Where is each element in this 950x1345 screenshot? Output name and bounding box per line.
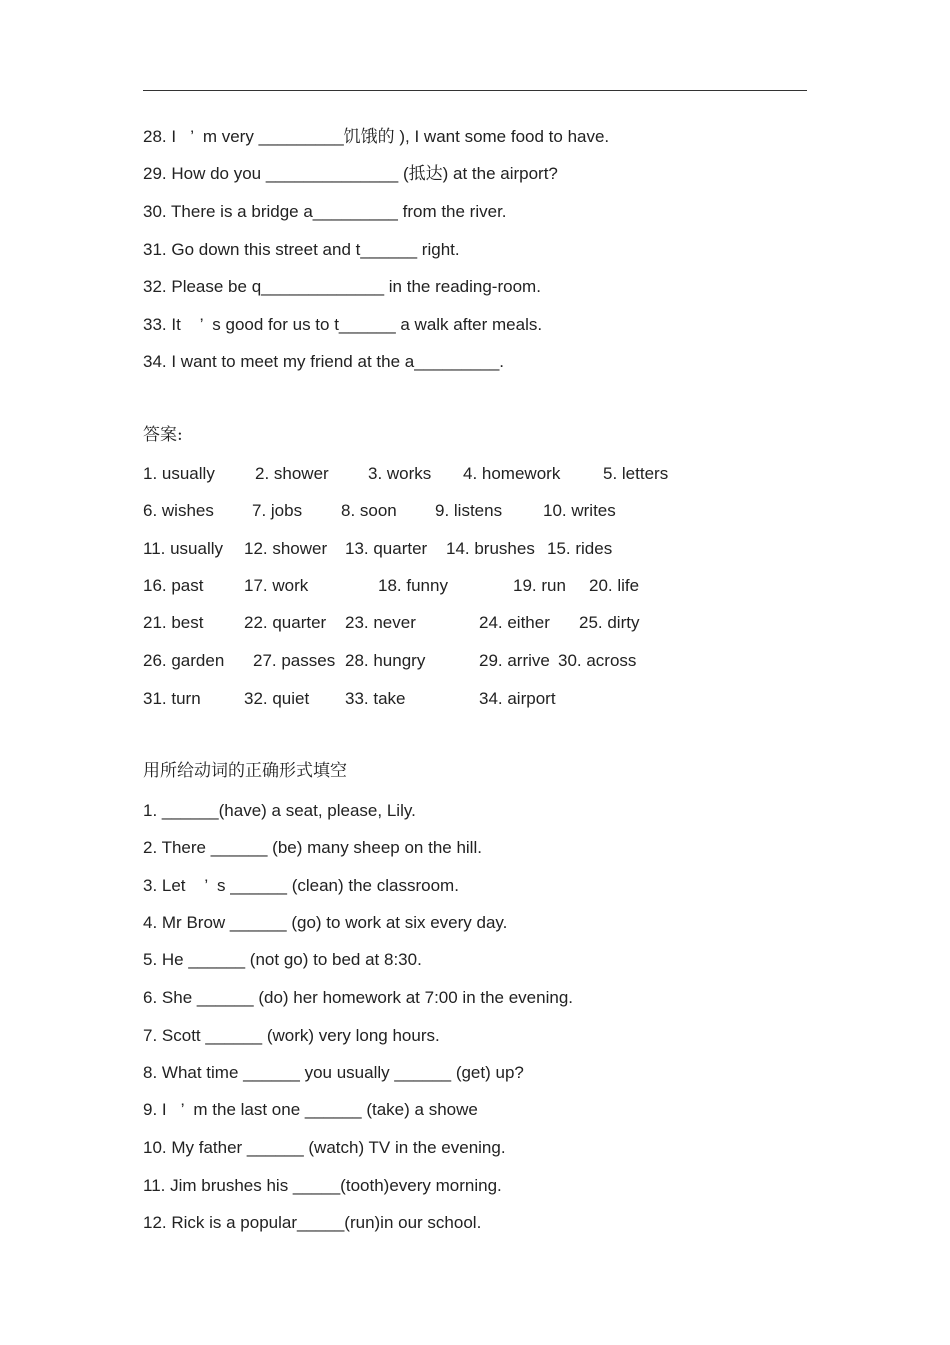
- answer-item: 24. either: [479, 613, 550, 632]
- answer-item: 23. never: [345, 613, 416, 632]
- answer-item: 12. shower: [244, 539, 328, 558]
- answer-item: 28. hungry: [345, 651, 426, 670]
- answer-item: 30. across: [558, 651, 637, 670]
- answer-row: [143, 650, 803, 672]
- answer-item: 21. best: [143, 613, 204, 632]
- verb-exercise-4: 4. Mr Brow ______ (go) to work at six every day.: [143, 913, 508, 932]
- answer-item: 3. works: [368, 464, 432, 483]
- answer-item: 33. take: [345, 689, 406, 708]
- answer-item: 32. quiet: [244, 689, 310, 708]
- answer-item: 26. garden: [143, 651, 225, 670]
- answer-item: 34. airport: [479, 689, 556, 708]
- answer-item: 9. listens: [435, 501, 503, 520]
- answer-item: 25. dirty: [579, 613, 640, 632]
- answer-item: 7. jobs: [252, 501, 303, 520]
- answer-item: 8. soon: [341, 501, 397, 520]
- verb-exercise-8: 8. What time ______ you usually ______ (get) up?: [143, 1063, 524, 1082]
- answer-row: [143, 688, 803, 710]
- question-34: 34. I want to meet my friend at the a_________.: [143, 352, 505, 371]
- question-28: 28. I ’ m very _________饥饿的 ), I want some food to have.: [143, 127, 610, 146]
- answer-item: 17. work: [244, 576, 309, 595]
- answer-item: 5. letters: [603, 464, 669, 483]
- verb-exercise-1: 1. ______(have) a seat, please, Lily.: [143, 801, 416, 820]
- question-33: 33. It ’ s good for us to t______ a walk after meals.: [143, 315, 543, 334]
- verb-exercise-11: 11. Jim brushes his _____(tooth)every morning.: [143, 1176, 502, 1195]
- verb-exercise-7: 7. Scott ______ (work) very long hours.: [143, 1026, 440, 1045]
- answer-item: 14. brushes: [446, 539, 535, 558]
- answer-row: [143, 538, 803, 560]
- answer-row: [143, 612, 803, 634]
- answer-row: [143, 463, 803, 485]
- answer-item: 1. usually: [143, 464, 215, 483]
- question-32: 32. Please be q_____________ in the reading-room.: [143, 277, 541, 296]
- answer-item: 29. arrive: [479, 651, 550, 670]
- question-29: 29. How do you ______________ (抵达) at the airport?: [143, 164, 558, 183]
- answer-item: 6. wishes: [143, 501, 214, 520]
- answer-item: 31. turn: [143, 689, 201, 708]
- answer-item: 15. rides: [547, 539, 613, 558]
- answer-row: [143, 575, 803, 597]
- answer-item: 10. writes: [543, 501, 616, 520]
- answer-item: 16. past: [143, 576, 204, 595]
- answer-item: 2. shower: [255, 464, 329, 483]
- verb-exercise-9: 9. I ’ m the last one ______ (take) a showe: [143, 1100, 478, 1119]
- answer-item: 20. life: [589, 576, 640, 595]
- verb-exercise-10: 10. My father ______ (watch) TV in the evening.: [143, 1138, 506, 1157]
- verb-exercise-2: 2. There ______ (be) many sheep on the hill.: [143, 838, 482, 857]
- answer-item: 4. homework: [463, 464, 561, 483]
- header-rule: [143, 90, 807, 91]
- answer-row: [143, 500, 803, 522]
- answer-item: 13. quarter: [345, 539, 428, 558]
- verb-exercise-6: 6. She ______ (do) her homework at 7:00 in the evening.: [143, 988, 574, 1007]
- question-31: 31. Go down this street and t______ right.: [143, 240, 460, 259]
- verb-exercise-5: 5. He ______ (not go) to bed at 8:30.: [143, 950, 422, 969]
- answer-item: 27. passes: [253, 651, 336, 670]
- verb-exercise-3: 3. Let ’ s ______ (clean) the classroom.: [143, 876, 459, 895]
- verb-exercise-heading: 用所给动词的正确形式填空: [143, 761, 347, 781]
- answer-item: 11. usually: [143, 539, 224, 558]
- question-30: 30. There is a bridge a_________ from the river.: [143, 202, 507, 221]
- answer-item: 22. quarter: [244, 613, 327, 632]
- answer-item: 19. run: [513, 576, 566, 595]
- answer-item: 18. funny: [378, 576, 448, 595]
- answers-heading: 答案:: [143, 425, 183, 445]
- verb-exercise-12: 12. Rick is a popular_____(run)in our school.: [143, 1213, 482, 1232]
